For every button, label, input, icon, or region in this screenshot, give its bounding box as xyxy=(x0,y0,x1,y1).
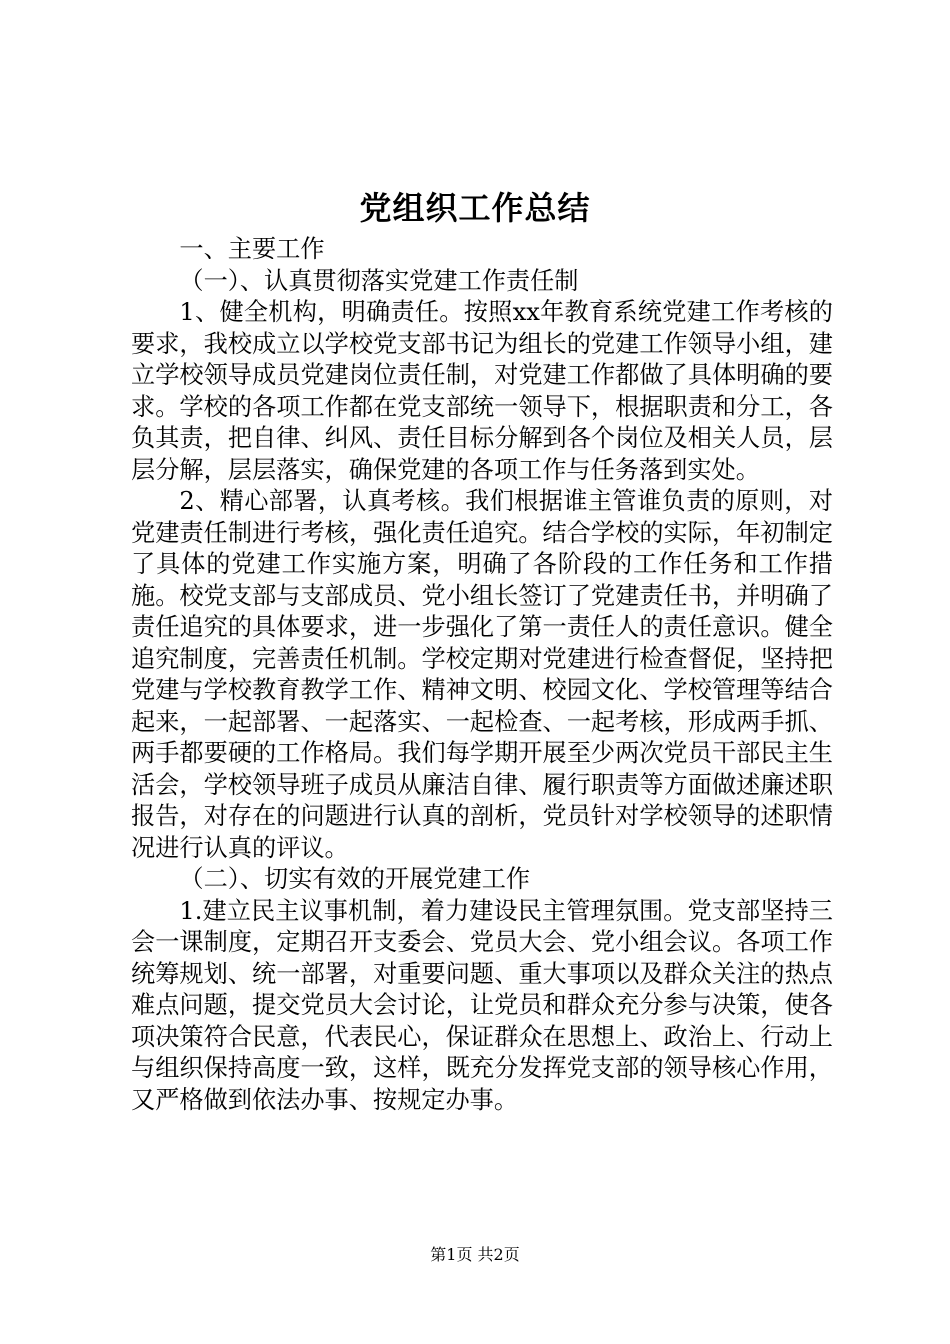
document-title: 党组织工作总结 xyxy=(359,189,591,227)
section-heading-main-work: 一、主要工作 xyxy=(179,235,325,263)
body-paragraph: 1.建立民主议事机制，着力建设民主管理氛围。党支部坚持三会一课制度，定期召开支委会、党员大会、党小组会议。各项工作统筹规划、统一部署，对重要问题、重大事项以及群众关注的热点难点问题，提交党员大会讨论，让党员和群众充分参与决策，使各项决策符合民意，代表民心，保证群众在思想上、政治上、行动上与组织保持高度一致，这样，既充分发挥党支部的领导核心作用，又严格做到依法办事、按规定办事。 xyxy=(131,896,833,1114)
body-paragraph: 1、健全机构，明确责任。按照xx年教育系统党建工作考核的要求，我校成立以学校党支部书记为组长的党建工作领导小组，建立学校领导成员党建岗位责任制，对党建工作都做了具体明确的要求。学校的各项工作都在党支部统一领导下，根据职责和分工，各负其责，把自律、纠风、责任目标分解到各个岗位及相关人员，层层分解，层层落实，确保党建的各项工作与任务落到实处。 xyxy=(131,298,833,484)
body-paragraph: 2、精心部署，认真考核。我们根据谁主管谁负责的原则，对党建责任制进行考核，强化责任追究。结合学校的实际，年初制定了具体的党建工作实施方案，明确了各阶段的工作任务和工作措施。校党支部与支部成员、党小组长签订了党建责任书，并明确了责任追究的具体要求，进一步强化了第一责任人的责任意识。健全追究制度，完善责任机制。学校定期对党建进行检查督促，坚持把党建与学校教育教学工作、精神文明、校园文化、学校管理等结合起来，一起部署、一起落实、一起检查、一起考核，形成两手抓、两手都要硬的工作格局。我们每学期开展至少两次党员干部民主生活会，学校领导班子成员从廉洁自律、履行职责等方面做述廉述职报告，对存在的问题进行认真的剖析，党员针对学校领导的述职情况进行认真的评议。 xyxy=(131,487,833,862)
document-body xyxy=(131,234,833,1116)
subsection-heading-1: （一）、认真贯彻落实党建工作责任制 xyxy=(179,266,579,295)
page-number-footer: 第1页 共2页 xyxy=(430,1245,520,1264)
subsection-heading-2: （二）、切实有效的开展党建工作 xyxy=(179,865,531,893)
